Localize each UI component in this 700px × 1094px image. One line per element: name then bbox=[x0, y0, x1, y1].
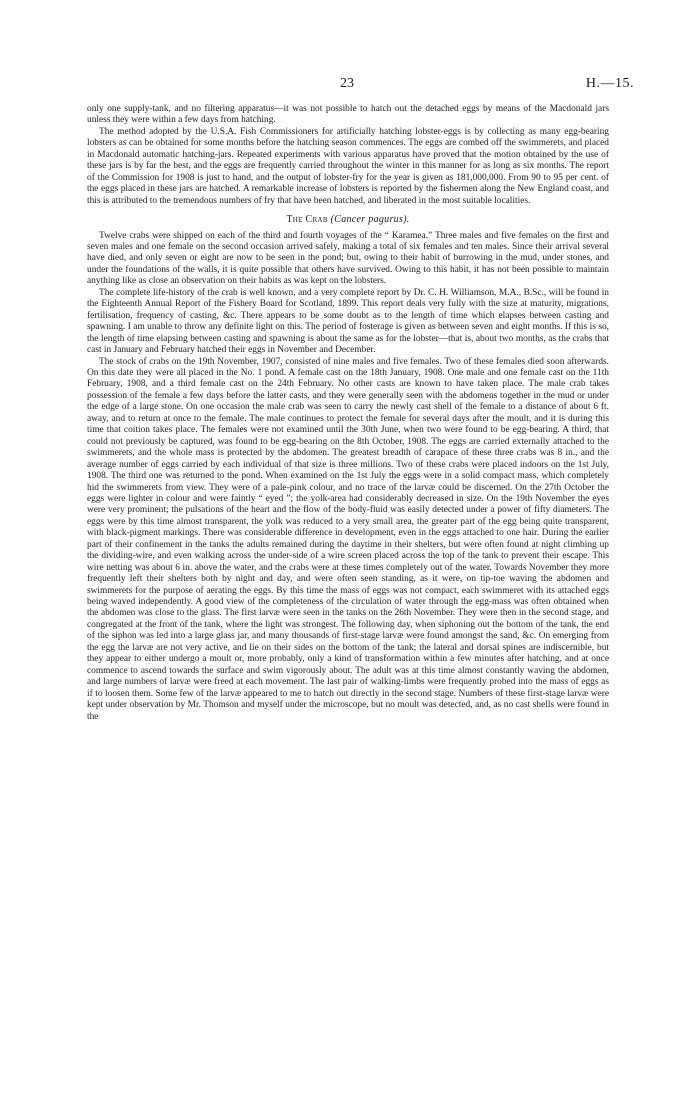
body-text bbox=[87, 104, 609, 723]
document-reference: H.—15. bbox=[585, 76, 634, 91]
paragraph: Twelve crabs were shipped on each of the third and fourth voyages of the “ Karamea.” Three males and five females on the first and seven males and one female on the second occasion arrived safely, making a total of six females and ten males. Since their arrival several have died, and only seven or eight are now to be seen in the pond; but, owing to their habit of burrowing in the mud, under stones, and under the foundations of the walls, it is quite possible that others have survived. Owing to this habit, it has not been possible to maintain anything like as close an observation on their habits as was kept on the lobsters. bbox=[87, 230, 609, 287]
section-title: The Crab bbox=[286, 214, 328, 226]
section-heading bbox=[87, 214, 609, 225]
page-header bbox=[60, 76, 634, 94]
paragraph: The complete life-history of the crab is well known, and a very complete report by Dr. C. H. Williamson, M.A., B.Sc., will be found in the Eighteenth Annual Report of the Fishery Board for Scotland, 1899. This report deals very fully with the size at maturity, migrations, fertilisation, frequency of casting, &c. There appears to be some doubt as to the length of time which elapses between casting and spawning. I am unable to throw any definite light on this. The period of fosterage is given as between seven and eight months. If this is so, the length of time elapsing between casting and spawning is about the same as for the lobster—that is, about two months, as the crabs that cast in January and February hatched their eggs in November and December. bbox=[87, 287, 609, 356]
paragraph: The method adopted by the U.S.A. Fish Commissioners for artificially hatching lobster-eggs is by collecting as many egg-bearing lobsters as can be obtained for some months before the hatching season commences. The eggs are combed off the swimmerets, and placed in Macdonald automatic hatching-jars. Repeated experiments with various apparatus have proved that the motion obtained by the use of these jars is by far the best, and the eggs are frequently carried throughout the winter in this manner for as long as six months. The report of the Commission for 1908 is just to hand, and the output of lobster-fry for the year is given as 181,000,000. From 90 to 95 per cent. of the eggs placed in these jars are hatched. A remarkable increase of lobsters is reported by the fishermen along the New England coast, and this is attributed to the tremendous numbers of fry that have been hatched, and liberated in the most suitable localities. bbox=[87, 126, 609, 206]
section-scientific-name: (Cancer pagurus). bbox=[330, 214, 410, 226]
paragraph: only one supply-tank, and no filtering apparatus—it was not possible to hatch out the detached eggs by means of the Macdonald jars unless they were within a few days from hatching. bbox=[87, 104, 609, 126]
paragraph: The stock of crabs on the 19th November, 1907, consisted of nine males and five females. Two of these females died soon afterwards. On this date they were all placed in the No. 1 pond. A female cast on the 18th January, 1908. One male and one female cast on the 11th February, 1908, and a third female cast on the 24th February. No other casts are known to have taken place. The male crab takes possession of the female a few days before the latter casts, and they were generally seen with the abdomens together in the mud or under the edge of a large stone. On one occasion the male crab was seen to carry the newly cast shell of the female to a distance of about 6 ft. away, and to return at once to the female. The male continues to protect the female for several days after the moult, and it is during this time that coition takes place. The females were not examined until the 30th June, when two were found to be egg-bearing. A third, that could not previously be captured, was found to be egg-bearing on the 8th October, 1908. The eggs are carried externally attached to the swimmerets, and the whole mass is protected by the abdomen. The greatest breadth of carapace of these three crabs was 8 in., and the average number of eggs carried by each individual of that size is three millions. Two of these crabs were placed indoors on the 1st July, 1908. The third one was returned to the pond. When examined on the 1st July the eggs were in a solid compact mass, which completely hid the swimmerets from view. They were of a pale-pink colour, and no trace of the larvæ could be discerned. On the 27th October the eggs were lighter in colour and were faintly “ eyed ”; the yolk-area had considerably decreased in size. On the 19th November the eyes were very prominent; the pulsations of the heart and the flow of the body-fluid was easily detected under a power of fifty diameters. The eggs were by this time almost transparent, the yolk was reduced to a very small area, the greater part of the egg being quite transparent, with black-pigment markings. There was considerable difference in development, even in the eggs attached to one hair. During the earlier part of their confinement in the tanks the adults remained during the daytime in their shelters, but were often found at night climbing up the dividing-wire, and even walking across the under-side of a wire screen placed across the top of the tank to prevent their escape. This wire netting was about 6 in. above the water, and the crabs were at these times completely out of the water. Towards November they more frequently left their shelters both by night and day, and were often seen standing, as it were, on tip-toe waving the abdomen and swimmerets for the purpose of aerating the eggs. By this time the mass of eggs was not compact, each swimmeret with its attached eggs being waved independently. A good view of the completeness of the circulation of water through the egg-mass was often obtained when the abdomen was close to the glass. The first larvæ were seen in the tanks on the 26th November. They were then in the second stage, and congregated at the front of the tank, where the light was strongest. The following day, when siphoning out the bottom of the tank, the end of the siphon was led into a large glass jar, and many thousands of first-stage larvæ were found amongst the sand, &c. On emerging from the egg the larvæ are not very active, and lie on their sides on the bottom of the tank; the lateral and dorsal spines are indiscernible, but they appear to either undergo a moult or, more probably, only a kind of transformation within a few minutes after hatching, and at once commence to ascend towards the surface and swim vigorously about. The adult was at this time almost constantly waving the abdomen, and large numbers of larvæ were freed at each movement. The last pair of walking-limbs were frequently probed into the mass of eggs as if to loosen them. Some few of the larvæ appeared to me to hatch out directly in the second stage. Numbers of these first-stage larvæ were kept under observation by Mr. Thomson and myself under the microscope, but no moult was detected, and, as no cast shells were found in the bbox=[87, 356, 609, 722]
page-number: 23 bbox=[340, 76, 354, 91]
